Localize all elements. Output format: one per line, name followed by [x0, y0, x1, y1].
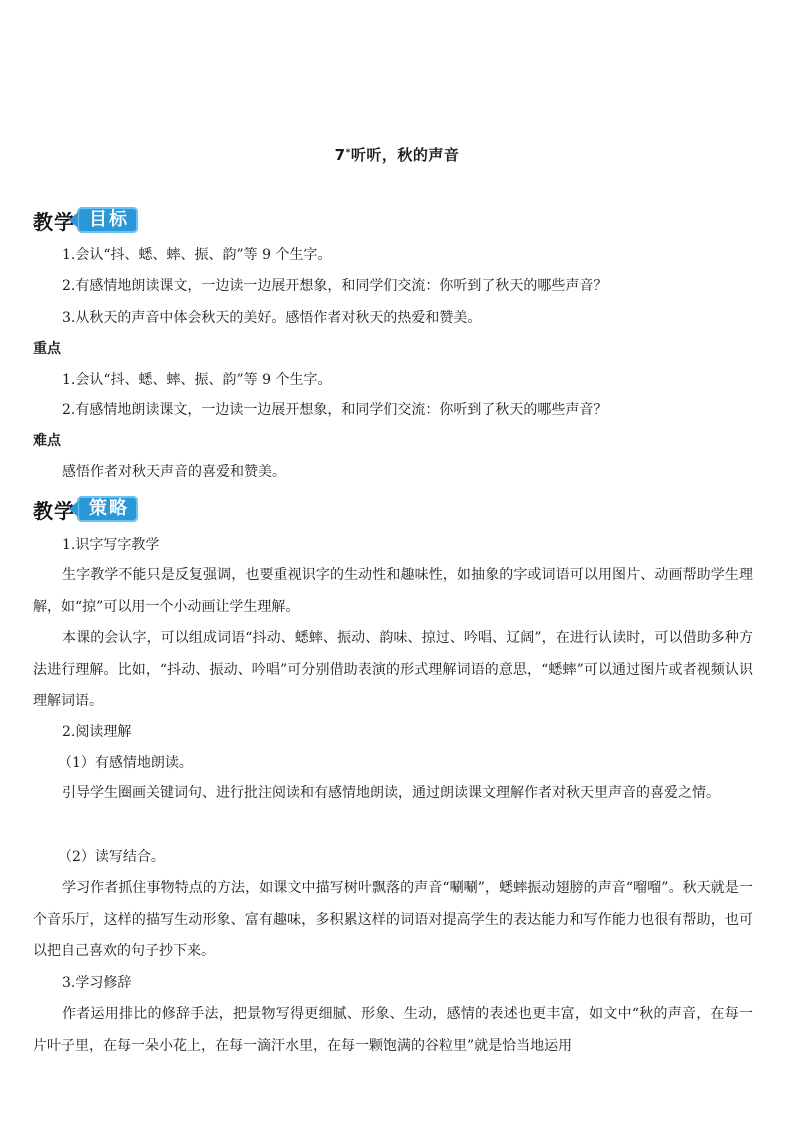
strategy-subheading: （1）有感情地朗读。: [58, 755, 193, 771]
lesson-mark: *: [345, 148, 351, 158]
goal-item: 2.有感情地朗读课文，一边读一边展开想象，和同学们交流：你听到了秋天的哪些声音？: [62, 278, 608, 294]
section-header-goals: [33, 205, 138, 235]
section-lead: 教学: [33, 209, 75, 234]
section-badge: 目标: [77, 207, 138, 233]
key-point-item: 1.会认“抖、蟋、蟀、振、韵”等 9 个生字。: [62, 372, 332, 388]
strategy-heading: 3.学习修辞: [62, 975, 132, 991]
goal-item: 1.会认“抖、蟋、蟀、振、韵”等 9 个生字。: [62, 247, 332, 263]
lesson-title: 听听，秋的声音: [350, 146, 460, 164]
section-badge: 策略: [77, 496, 138, 522]
paragraph: 本课的会认字，可以组成词语“抖动、蟋蟀、振动、韵味、掠过、吟唱、辽阔”，在进行认读时，可以借助多种方法进行理解。比如，“抖动、振动、吟唱”可分别借助表演的形式理解词语的意思，“蟋蟀”可以通过图片或者视频认识理解词语。: [33, 630, 753, 709]
strategy-heading: 2.阅读理解: [62, 724, 132, 740]
difficulty-item: 感悟作者对秋天声音的喜爱和赞美。: [62, 464, 286, 480]
page-title: [0, 144, 794, 165]
difficulties-heading: 难点: [33, 433, 61, 449]
key-point-item: 2.有感情地朗读课文，一边读一边展开想象，和同学们交流：你听到了秋天的哪些声音？: [62, 402, 608, 418]
section-lead: 教学: [33, 498, 75, 523]
key-points-heading: 重点: [33, 341, 61, 357]
strategy-subheading: （2）读写结合。: [58, 849, 165, 865]
paragraph: 引导学生圈画关键词句、进行批注阅读和有感情地朗读，通过朗读课文理解作者对秋天里声音的喜爱之情。: [62, 785, 720, 801]
strategy-heading: 1.识字写字教学: [62, 537, 160, 553]
paragraph: 学习作者抓住事物特点的方法，如课文中描写树叶飘落的声音“唰唰”，蟋蟀振动翅膀的声音“𠺕𠺕”。秋天就是一个音乐厅，这样的描写生动形象、富有趣味，多积累这样的词语对提高学生的表达能力和写作能力也很有帮助，也可以把自己喜欢的句子抄下来。: [33, 880, 753, 959]
lesson-number: 7: [334, 146, 346, 164]
section-header-strategy: [33, 494, 138, 524]
paragraph: 生字教学不能只是反复强调，也要重视识字的生动性和趣味性，如抽象的字或词语可以用图片、动画帮助学生理解，如“掠”可以用一个小动画让学生理解。: [33, 567, 753, 615]
goal-item: 3.从秋天的声音中体会秋天的美好。感悟作者对秋天的热爱和赞美。: [62, 310, 482, 326]
paragraph: 作者运用排比的修辞手法，把景物写得更细腻、形象、生动，感情的表述也更丰富，如文中“秋的声音，在每一片叶子里，在每一朵小花上，在每一滴汗水里，在每一颗饱满的谷粒里”就是恰当地运用: [33, 1006, 753, 1054]
